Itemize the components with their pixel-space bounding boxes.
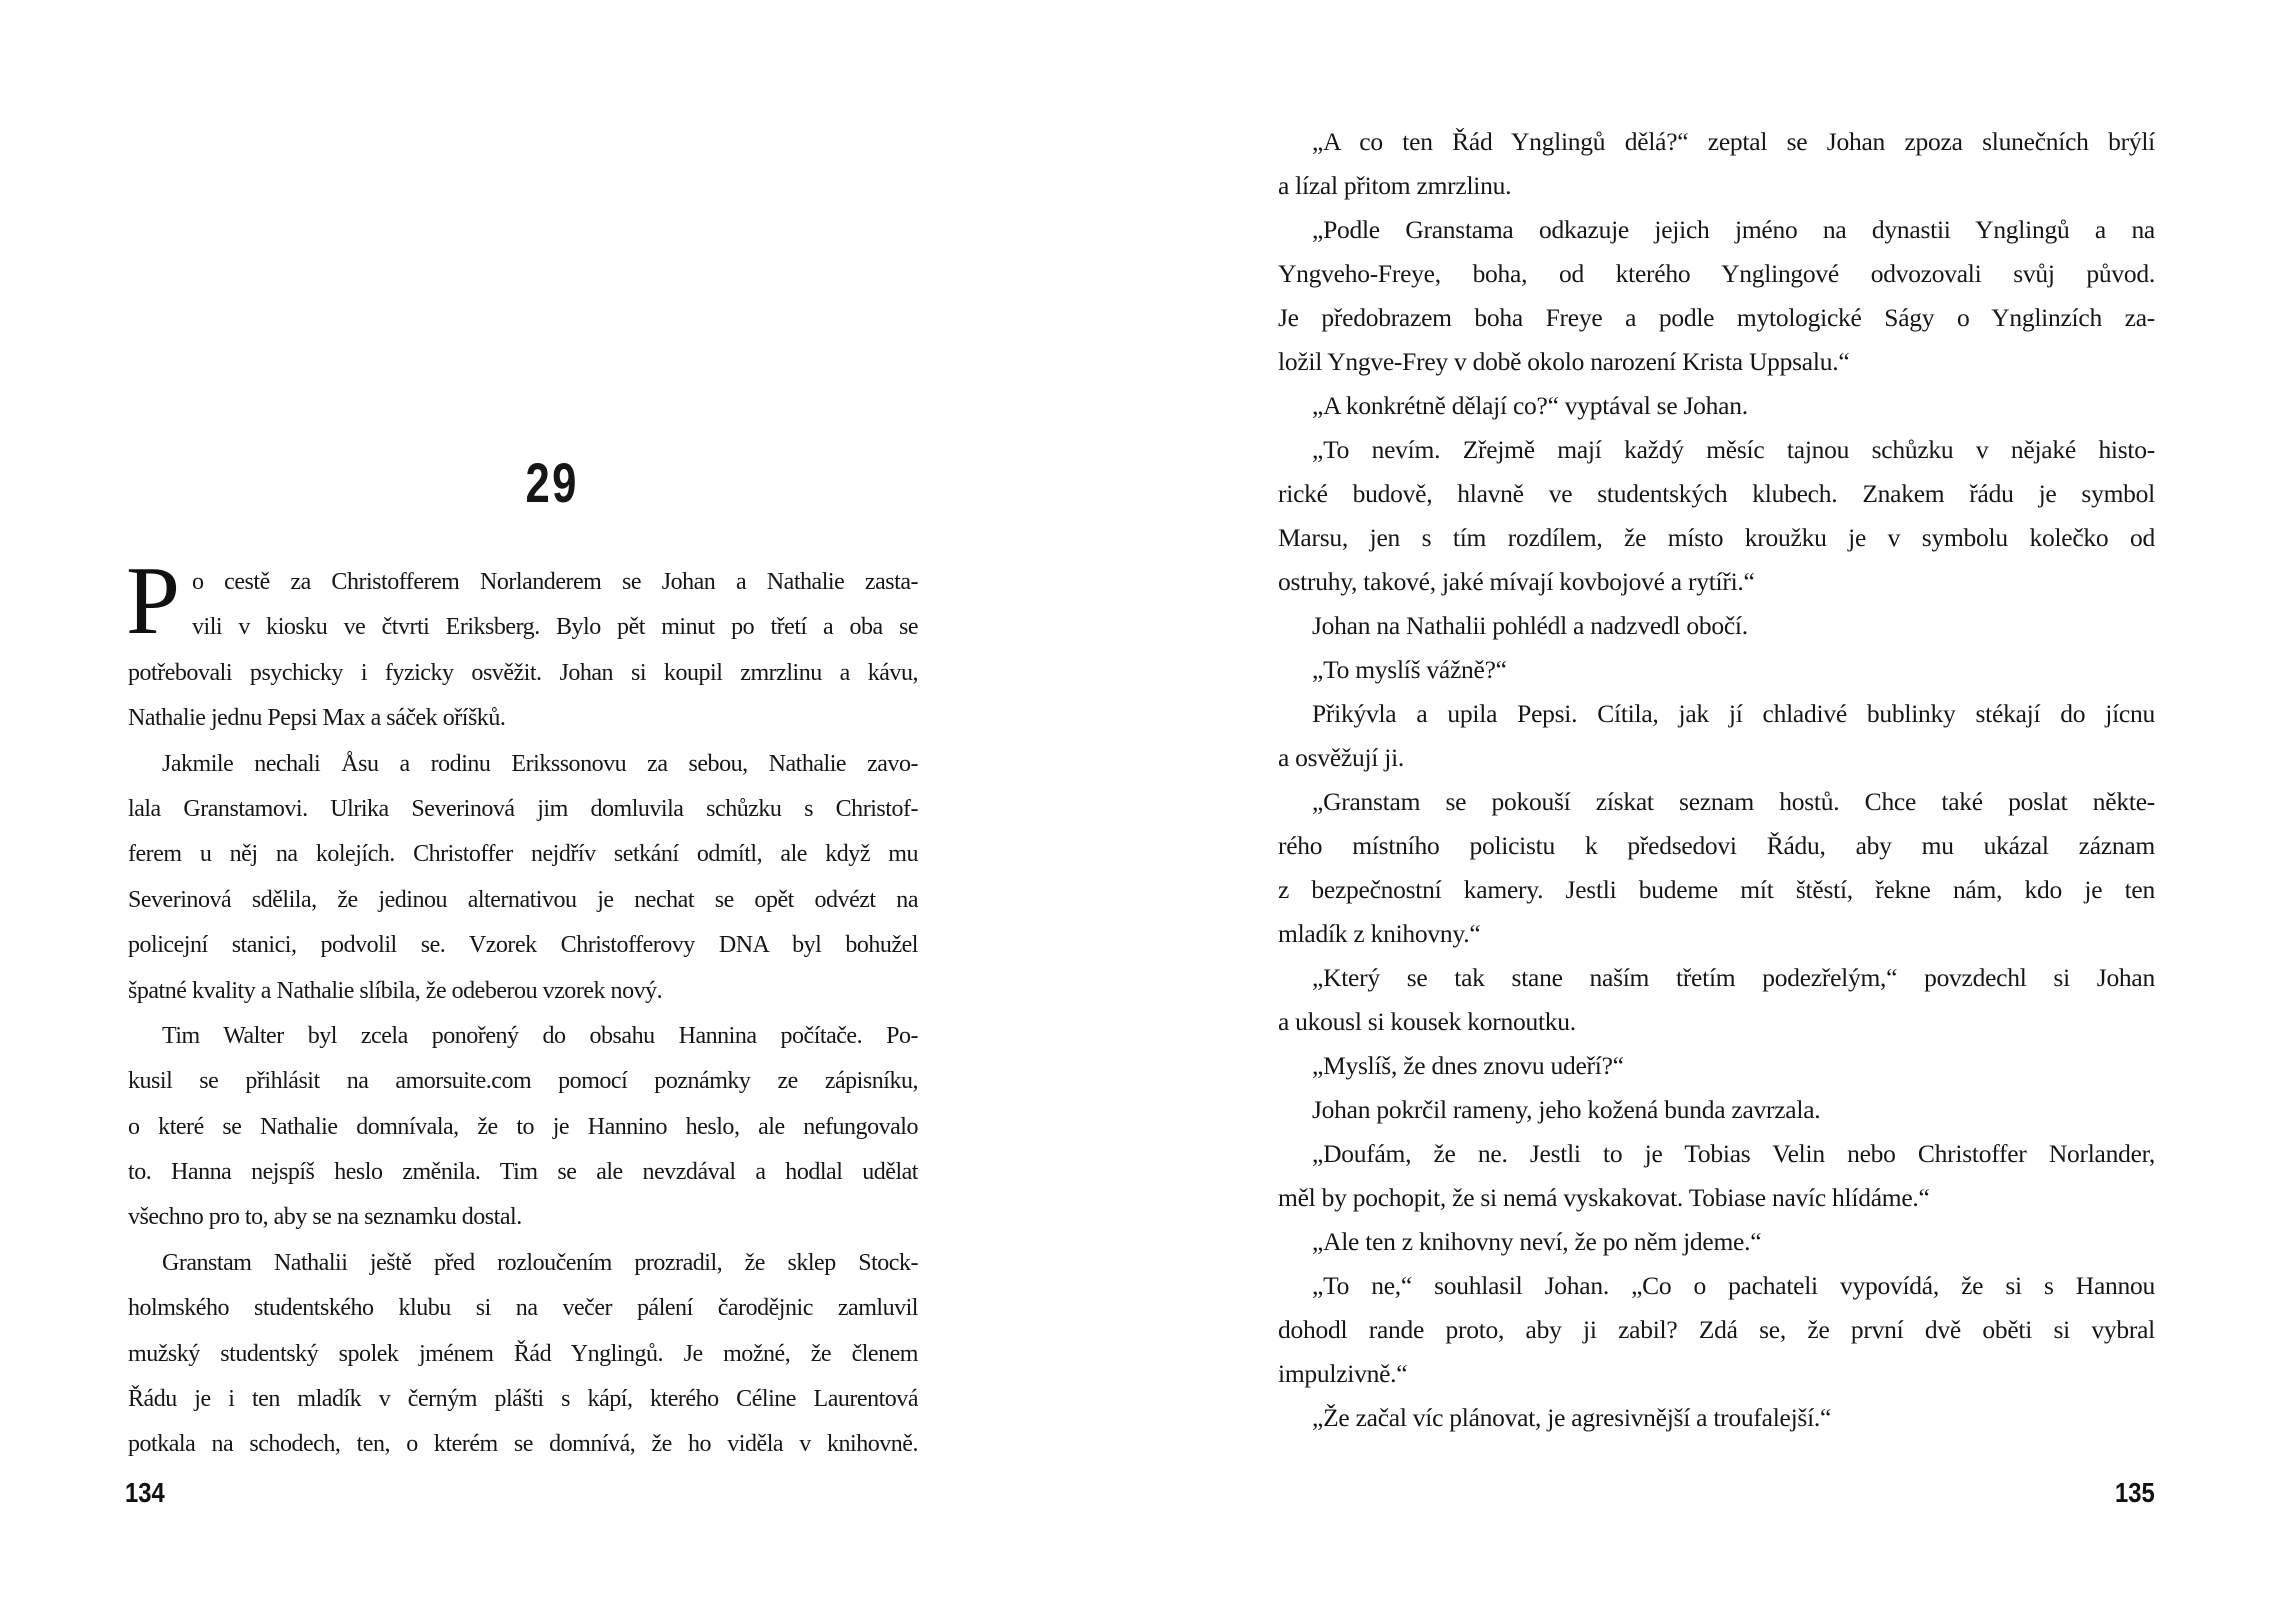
- text-line: to. Hanna nejspíš heslo změnila. Tim se ale nevzdával a hodlal udělat: [128, 1159, 918, 1186]
- text-line: „Podle Granstama odkazuje jejich jméno na dynastii Ynglingů a na: [1312, 215, 2155, 244]
- page-number-left-value: 134: [125, 1477, 165, 1508]
- text-line: „To ne,“ souhlasil Johan. „Co o pachateli vypovídá, že si s Hannou: [1312, 1271, 2155, 1300]
- text-line: „A konkrétně dělají co?“ vyptával se Johan.: [1312, 391, 1748, 420]
- text-line: dohodl rande proto, aby ji zabil? Zdá se, že první dvě oběti si vybral: [1278, 1315, 2155, 1344]
- chapter-number: 29: [525, 451, 579, 514]
- text-line: potkala na schodech, ten, o kterém se domnívá, že ho viděla v knihovně.: [128, 1431, 918, 1458]
- text-line: a osvěžují ji.: [1278, 743, 1405, 772]
- text-line: Nathalie jednu Pepsi Max a sáček oříšků.: [128, 705, 506, 732]
- text-line: „To myslíš vážně?“: [1312, 655, 1507, 684]
- page-number-right-value: 135: [2115, 1477, 2155, 1508]
- text-line: o které se Nathalie domnívala, že to je Hannino heslo, ale nefungovalo: [128, 1113, 918, 1140]
- text-line: Řádu je i ten mladík v černým plášti s kápí, kterého Céline Laurentová: [128, 1386, 918, 1413]
- text-line: „A co ten Řád Ynglingů dělá?“ zeptal se Johan zpoza slunečních brýlí: [1312, 127, 2155, 156]
- text-line: vili v kiosku ve čtvrti Eriksberg. Bylo pět minut po třetí a oba se: [192, 614, 918, 641]
- text-line: o cestě za Christofferem Norlanderem se Johan a Nathalie zasta-: [192, 569, 918, 595]
- text-line: všechno pro to, aby se na seznamku dostal.: [128, 1204, 522, 1231]
- text-line: „Doufám, že ne. Jestli to je Tobias Velin nebo Christoffer Norlander,: [1312, 1139, 2155, 1168]
- text-line: Severinová sdělila, že jedinou alternativou je nechat se opět odvézt na: [128, 886, 918, 913]
- text-line: a lízal přitom zmrzlinu.: [1278, 171, 1512, 200]
- text-line: Marsu, jen s tím rozdílem, že místo kroužku je v symbolu kolečko od: [1278, 523, 2155, 552]
- text-line: ložil Yngve-Frey v době okolo narození Krista Uppsalu.“: [1278, 347, 1850, 376]
- text-line: rého místního policistu k předsedovi Řádu, aby mu ukázal záznam: [1278, 831, 2155, 860]
- text-line: Přikývla a upila Pepsi. Cítila, jak jí chladivé bublinky stékají do jícnu: [1312, 699, 2155, 728]
- text-line: Yngveho-Freye, boha, od kterého Ynglingové odvozovali svůj původ.: [1278, 259, 2155, 288]
- text-line: Jakmile nechali Åsu a rodinu Erikssonovu za sebou, Nathalie zavo-: [162, 750, 918, 777]
- text-line: ostruhy, takové, jaké mívají kovbojové a rytíři.“: [1278, 567, 1755, 596]
- text-line: „To nevím. Zřejmě mají každý měsíc tajnou schůzku v nějaké histo-: [1312, 435, 2155, 464]
- text-line: Je předobrazem boha Freye a podle mytologické Ságy o Ynglinzích za-: [1278, 303, 2155, 332]
- text-line: lala Granstamovi. Ulrika Severinová jim domluvila schůzku s Christof-: [128, 795, 918, 822]
- text-line: Johan pokrčil rameny, jeho kožená bunda zavrzala.: [1312, 1095, 1821, 1124]
- page-number-right: [1278, 1477, 2155, 1509]
- chapter-heading: [0, 450, 1104, 515]
- text-line: policejní stanici, podvolil se. Vzorek Christofferovy DNA byl bohužel: [128, 932, 918, 959]
- text-line: z bezpečnostní kamery. Jestli budeme mít štěstí, řekne nám, kdo je ten: [1278, 875, 2155, 904]
- text-line: „Že začal víc plánovat, je agresivnější a troufalejší.“: [1312, 1403, 1832, 1432]
- drop-cap: P: [126, 547, 180, 654]
- text-line: holmského studentského klubu si na večer pálení čarodějnic zamluvil: [128, 1295, 918, 1322]
- text-line: ferem u něj na kolejích. Christoffer nejdřív setkání odmítl, ale když mu: [128, 841, 918, 868]
- text-line: mladík z knihovny.“: [1278, 919, 1481, 948]
- text-line: špatné kvality a Nathalie slíbila, že odeberou vzorek nový.: [128, 977, 663, 1004]
- text-line: Granstam Nathalii ještě před rozloučením prozradil, že sklep Stock-: [162, 1249, 918, 1276]
- right-page-text: [1278, 120, 2155, 1440]
- text-line: Tim Walter byl zcela ponořený do obsahu Hannina počítače. Po-: [162, 1022, 918, 1049]
- text-line: kusil se přihlásit na amorsuite.com pomocí poznámky ze zápisníku,: [128, 1068, 918, 1095]
- text-line: „Ale ten z knihovny neví, že po něm jdeme.“: [1312, 1227, 1762, 1256]
- text-line: „Granstam se pokouší získat seznam hostů. Chce také poslat někte-: [1312, 787, 2155, 816]
- text-line: „Který se tak stane naším třetím podezřelým,“ povzdechl si Johan: [1312, 963, 2155, 992]
- text-line: mužský studentský spolek jménem Řád Ynglingů. Je možné, že členem: [128, 1340, 918, 1367]
- left-page-text: [128, 560, 918, 1468]
- text-line: impulzivně.“: [1278, 1359, 1408, 1388]
- text-line: Johan na Nathalii pohlédl a nadzvedl obočí.: [1312, 611, 1748, 640]
- text-line: „Myslíš, že dnes znovu udeří?“: [1312, 1051, 1624, 1080]
- page-number-left: [125, 1477, 172, 1509]
- text-line: měl by pochopit, že si nemá vyskakovat. Tobiase navíc hlídáme.“: [1278, 1183, 1930, 1212]
- text-line: a ukousl si kousek kornoutku.: [1278, 1007, 1576, 1036]
- text-line: potřebovali psychicky i fyzicky osvěžit. Johan si koupil zmrzlinu a kávu,: [128, 659, 918, 686]
- text-line: rické budově, hlavně ve studentských klubech. Znakem řádu je symbol: [1278, 479, 2155, 508]
